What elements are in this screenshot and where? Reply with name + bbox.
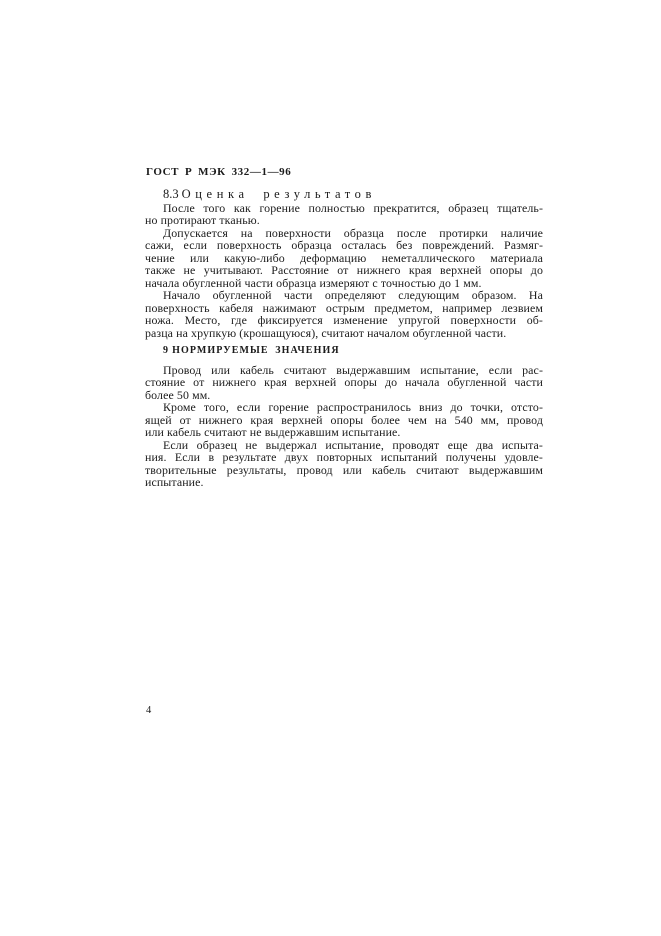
text-line: ящей от нижнего края верхней опоры более чем на 540 мм, провод xyxy=(145,412,543,427)
content-block xyxy=(145,187,543,489)
text-line: или кабель считают не выдержавшим испытание. xyxy=(145,425,401,440)
running-header: ГОСТ Р МЭК 332—1—96 xyxy=(146,166,292,178)
text-line: ния. Если в результате двух повторных испытаний получены удовле- xyxy=(145,450,543,465)
text-line: После того как горение полностью прекратится, образец тщатель- xyxy=(163,201,543,215)
text-line: творительные результаты, провод или кабель считают выдержавшим xyxy=(145,462,543,477)
text-line: Если образец не выдержал испытание, проводят еще два испыта- xyxy=(163,437,543,452)
text-line: Провод или кабель считают выдержавшим испытание, если рас- xyxy=(163,362,543,377)
text-line: сажи, если поверхность образца осталась без повреждений. Размяг- xyxy=(145,238,543,253)
text-line: более 50 мм. xyxy=(145,387,211,402)
text-line: чение или какую-либо деформацию неметаллического материала xyxy=(145,250,543,265)
text-line: стояние от нижнего края верхней опоры до начала обугленной части xyxy=(145,375,543,390)
section-8-3-body xyxy=(145,202,543,339)
paragraph xyxy=(145,227,543,289)
text-line: испытание. xyxy=(145,475,204,490)
text-line: также не учитывают. Расстояние от нижнего края верхней опоры до xyxy=(145,263,543,278)
section-8-3-heading xyxy=(145,187,543,201)
text-line: поверхность кабеля нажимают острым предметом, например лезвием xyxy=(145,300,543,315)
section-8-3-title: Оценка результатов xyxy=(181,187,377,201)
section-9-number: 9 xyxy=(163,344,170,356)
paragraph xyxy=(145,439,543,489)
section-9-title: НОРМИРУЕМЫЕ ЗНАЧЕНИЯ xyxy=(172,344,340,356)
section-8-3-number: 8.3 xyxy=(163,187,179,201)
text-line: ножа. Место, где фиксируется изменение упругой поверхности об- xyxy=(145,313,543,328)
paragraph xyxy=(145,401,543,438)
paragraph xyxy=(145,289,543,339)
text-line: Начало обугленной части определяют следующим образом. На xyxy=(163,288,543,303)
text-line: начала обугленной части образца измеряют с точностью до 1 мм. xyxy=(145,275,482,290)
text-line: Кроме того, если горение распространилось вниз до точки, отсто- xyxy=(163,400,543,415)
text-line: разца на хрупкую (крошащуюся), считают началом обугленной части. xyxy=(145,325,507,340)
section-9-heading xyxy=(145,345,543,357)
text-line: Допускается на поверхности образца после протирки наличие xyxy=(163,225,543,240)
text-line: но протирают тканью. xyxy=(145,213,260,228)
page-number: 4 xyxy=(146,705,152,716)
paragraph xyxy=(145,364,543,401)
section-9-body xyxy=(145,364,543,489)
paragraph xyxy=(145,202,543,227)
